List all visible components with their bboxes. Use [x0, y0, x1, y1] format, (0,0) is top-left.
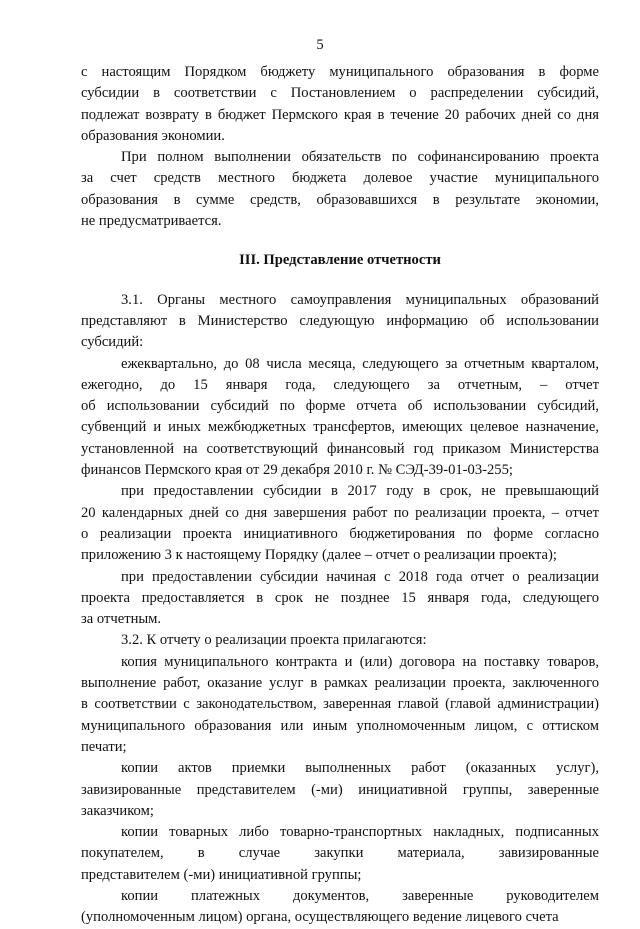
spacer [81, 232, 599, 250]
text-line: копии платежных документов, заверенные руководителем [121, 887, 599, 904]
text-line: приложению 3 к настоящему Порядку (далее – отчет о реализации проекта); [81, 547, 557, 564]
text-line: копии актов приемки выполненных работ (оказанных услуг), [121, 760, 599, 777]
text-line: покупателем, в случае закупки материала, завизированные [81, 845, 599, 862]
text-line: при предоставлении субсидии в 2017 году в срок, не превышающий [121, 483, 599, 500]
paragraph [81, 567, 599, 631]
text-line: с настоящим Порядком бюджету муниципального образования в форме [81, 64, 599, 80]
paragraph [81, 147, 599, 232]
text-line: при предоставлении субсидии начиная с 2018 года отчет о реализации [121, 568, 599, 585]
text-line: 20 календарных дней со дня завершения работ по реализации проекта, – отчет [81, 504, 599, 521]
page-number: 5 [316, 37, 324, 53]
text-line: за отчетным. [81, 611, 162, 628]
text-line: завизированные представителем (-ми) инициативной группы, заверенные [81, 781, 599, 798]
text-line: представителем (-ми) инициативной группы; [81, 866, 362, 883]
text-line: образования экономии. [81, 127, 225, 144]
text-line: образования в сумме средств, образовавшихся в результате экономии, [81, 191, 599, 208]
paragraph [81, 62, 599, 147]
text-line: субсидий: [81, 334, 144, 351]
text-line: ежеквартально, до 08 числа месяца, следующего за отчетным кварталом, [121, 355, 599, 372]
text-line: (уполномоченным лицом) органа, осуществляющего ведение лицевого счета [81, 909, 559, 926]
text-line: о реализации проекта инициативного бюджетирования по форме согласно [81, 525, 599, 542]
text-line: в соответствии с законодательством, заверенная главой (главой администрации) [81, 696, 599, 713]
text-line: ежегодно, до 15 января года, следующего за отчетным, – отчет [81, 376, 599, 393]
text-line: При полном выполнении обязательств по софинансированию проекта [121, 149, 599, 166]
text-line: 3.1. Органы местного самоуправления муниципальных образований [121, 291, 599, 308]
paragraph [81, 652, 599, 758]
spacer [81, 272, 599, 290]
paragraph [81, 758, 599, 822]
paragraph [81, 354, 599, 482]
paragraph [81, 290, 599, 354]
text-line: копии товарных либо товарно-транспортных накладных, подписанных [121, 824, 599, 841]
paragraph [81, 822, 599, 886]
text-line: муниципального образования или иным уполномоченным лицом, с оттиском [81, 717, 599, 734]
text-line: за счет средств местного бюджета долевое участие муниципального [81, 170, 599, 187]
text-line: выполнение работ, оказание услуг в рамках реализации проекта, заключенного [81, 675, 599, 692]
text-line: 3.2. К отчету о реализации проекта прилагаются: [121, 632, 427, 649]
text-line: субвенций и иных межбюджетных трансфертов, имеющих целевое назначение, [81, 419, 599, 436]
text-line: подлежат возврату в бюджет Пермского края в течение 20 рабочих дней со дня [81, 106, 599, 123]
text-line: проекта предоставляется в срок не позднее 15 января года, следующего [81, 589, 599, 606]
text-line: финансов Пермского края от 29 декабря 2010 г. № СЭД-39-01-03-255; [81, 462, 513, 479]
text-line: установленной на соответствующий финансовый год приказом Министерства [81, 440, 599, 457]
text-line: не предусматривается. [81, 213, 222, 230]
text-line: копия муниципального контракта и (или) договора на поставку товаров, [121, 653, 599, 670]
text-line: об использовании субсидий по форме отчета об использовании субсидий, [81, 398, 599, 415]
text-line: субсидии в соответствии с Постановлением о распределении субсидий, [81, 85, 599, 102]
section-title: III. Представление отчетности [239, 252, 441, 269]
paragraph [81, 481, 599, 566]
text-line: заказчиком; [81, 802, 154, 819]
text-line: представляют в Министерство следующую информацию об использовании [81, 312, 599, 329]
document-body [81, 62, 599, 929]
paragraph [81, 886, 599, 929]
text-line: печати; [81, 738, 127, 755]
paragraph [81, 630, 599, 651]
